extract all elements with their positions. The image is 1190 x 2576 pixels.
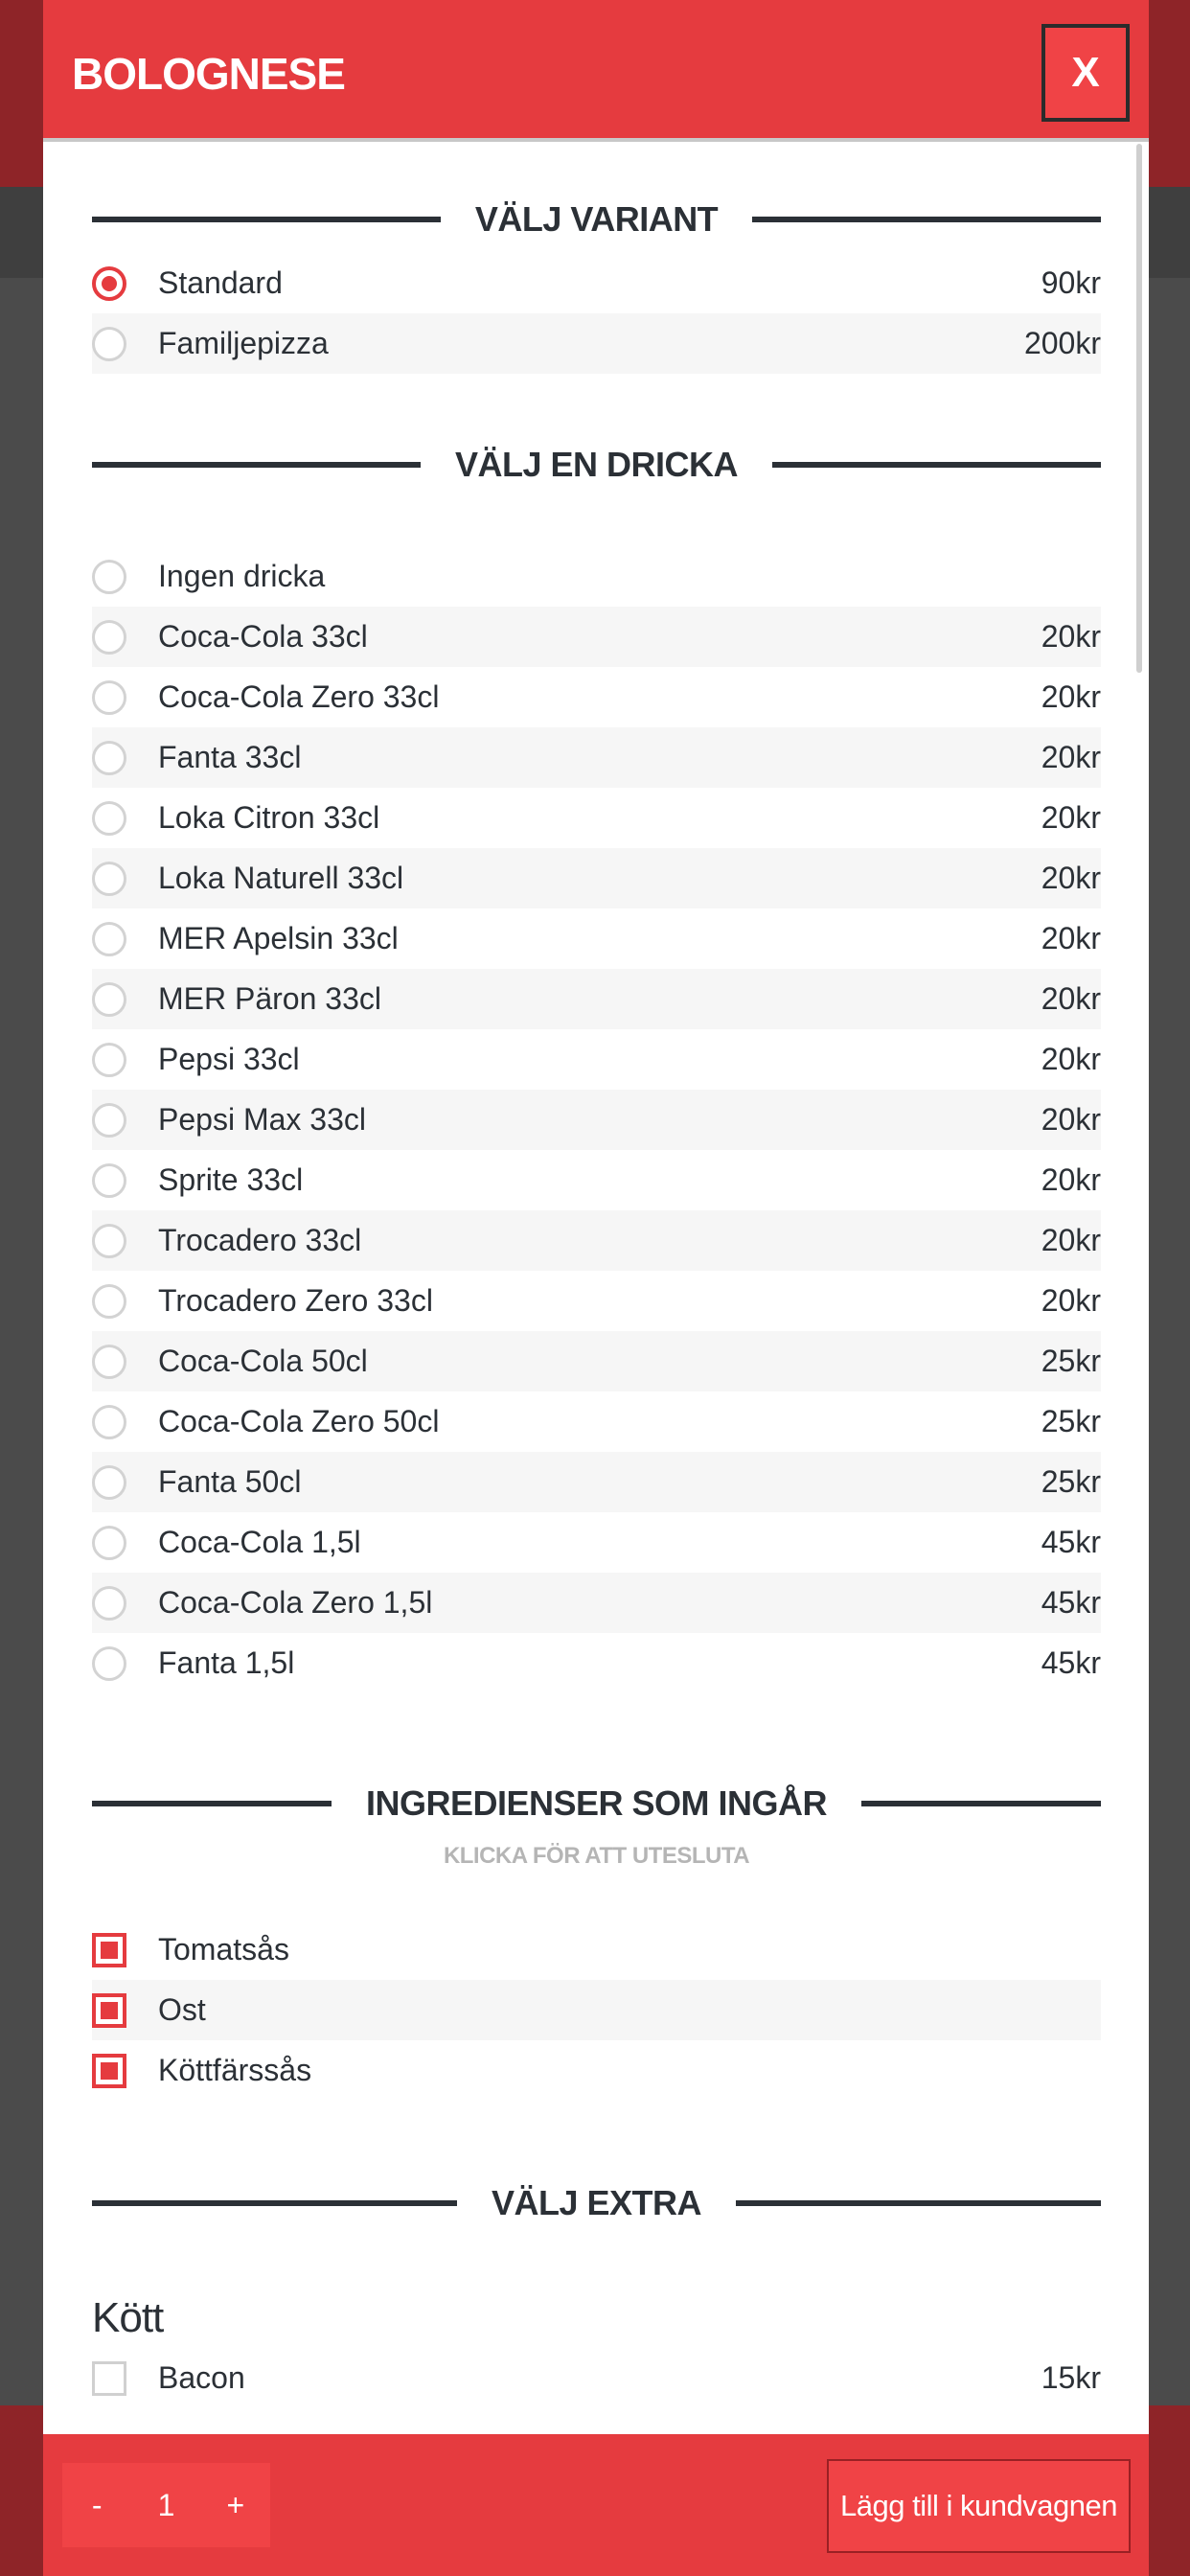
extra-label: Bacon — [158, 2360, 245, 2395]
drink-price: 20kr — [1041, 800, 1101, 835]
radio-icon[interactable] — [92, 1103, 126, 1138]
drink-label: Ingen dricka — [158, 559, 326, 593]
increase-button[interactable]: + — [226, 2487, 245, 2522]
radio-selected-icon[interactable] — [92, 266, 126, 301]
radio-icon[interactable] — [92, 1163, 126, 1198]
drink-price: 20kr — [1041, 981, 1101, 1016]
ingredient-label: Tomatsås — [158, 1932, 289, 1966]
drink-label: Trocadero 33cl — [158, 1223, 362, 1257]
drink-label: Pepsi Max 33cl — [158, 1102, 366, 1137]
radio-icon[interactable] — [92, 982, 126, 1017]
drink-heading — [92, 431, 1101, 498]
drink-label: Sprite 33cl — [158, 1162, 304, 1197]
drink-price: 20kr — [1041, 1102, 1101, 1137]
drink-price: 25kr — [1041, 1404, 1101, 1438]
drink-price: 20kr — [1041, 619, 1101, 654]
decrease-button[interactable]: - — [91, 2487, 103, 2522]
drink-label: Coca-Cola Zero 1,5l — [158, 1585, 433, 1620]
drink-option[interactable] — [92, 1090, 1101, 1150]
drink-label: Pepsi 33cl — [158, 1042, 300, 1076]
radio-icon[interactable] — [92, 801, 126, 836]
scrollbar-thumb[interactable] — [1136, 144, 1142, 673]
drink-label: MER Apelsin 33cl — [158, 921, 399, 955]
modal-footer — [43, 2434, 1149, 2576]
drink-price: 45kr — [1041, 1525, 1101, 1559]
drink-price: 20kr — [1041, 921, 1101, 955]
variant-price: 90kr — [1041, 265, 1101, 300]
drink-label: Coca-Cola Zero 33cl — [158, 679, 440, 714]
radio-icon[interactable] — [92, 1646, 126, 1681]
drink-option[interactable] — [92, 848, 1101, 908]
drink-price: 20kr — [1041, 1283, 1101, 1318]
drink-price: 20kr — [1041, 861, 1101, 895]
radio-icon[interactable] — [92, 1586, 126, 1621]
modal-header — [43, 0, 1149, 142]
variant-option-standard[interactable] — [92, 253, 1101, 313]
drink-option[interactable] — [92, 1331, 1101, 1392]
ingredients-note: KLICKA FÖR ATT UTESLUTA — [443, 1843, 750, 1869]
drink-option[interactable] — [92, 1512, 1101, 1573]
extra-price: 15kr — [1041, 2360, 1101, 2395]
radio-icon[interactable] — [92, 560, 126, 594]
drink-option[interactable] — [92, 1150, 1101, 1210]
drink-option[interactable] — [92, 667, 1101, 727]
drink-price: 20kr — [1041, 1042, 1101, 1076]
ingredients-heading-text: INGREDIENSER SOM INGÅR — [365, 1783, 828, 1823]
ingredients-heading — [92, 1770, 1101, 1837]
drink-price: 25kr — [1041, 1464, 1101, 1499]
drink-option[interactable] — [92, 1452, 1101, 1512]
drink-price: 20kr — [1041, 1223, 1101, 1257]
radio-icon[interactable] — [92, 1526, 126, 1560]
radio-icon[interactable] — [92, 620, 126, 655]
drink-price: 20kr — [1041, 1162, 1101, 1197]
variant-price: 200kr — [1023, 326, 1101, 360]
checkbox-checked-icon[interactable] — [92, 1933, 126, 1967]
drink-label: Coca-Cola 1,5l — [158, 1525, 361, 1559]
drink-option[interactable] — [92, 1271, 1101, 1331]
radio-icon[interactable] — [92, 1224, 126, 1258]
ingredient-item[interactable] — [92, 2040, 1101, 2101]
variant-option-familjepizza[interactable] — [92, 313, 1101, 374]
drink-price: 45kr — [1041, 1585, 1101, 1620]
modal-content — [92, 144, 1101, 2408]
radio-icon[interactable] — [92, 1345, 126, 1379]
close-button[interactable]: X — [1041, 24, 1130, 122]
drink-option[interactable] — [92, 1392, 1101, 1452]
drink-option[interactable] — [92, 727, 1101, 788]
drink-price: 25kr — [1041, 1344, 1101, 1378]
radio-icon[interactable] — [92, 327, 126, 361]
drink-label: Trocadero Zero 33cl — [158, 1283, 433, 1318]
radio-icon[interactable] — [92, 680, 126, 715]
drink-label: Fanta 33cl — [158, 740, 302, 774]
drink-price: 20kr — [1041, 679, 1101, 714]
variant-heading-text: VÄLJ VARIANT — [474, 199, 719, 239]
checkbox-icon[interactable] — [92, 2361, 126, 2396]
drink-label: Coca-Cola Zero 50cl — [158, 1404, 440, 1438]
drink-label: Loka Citron 33cl — [158, 800, 380, 835]
radio-icon[interactable] — [92, 1284, 126, 1319]
radio-icon[interactable] — [92, 862, 126, 896]
ingredient-label: Köttfärssås — [158, 2053, 312, 2087]
drink-option[interactable] — [92, 1029, 1101, 1090]
variant-label: Familjepizza — [158, 326, 329, 360]
variant-label: Standard — [158, 265, 283, 300]
add-to-cart-button[interactable]: Lägg till i kundvagnen — [827, 2459, 1131, 2553]
extra-heading — [92, 2170, 1101, 2237]
drink-option[interactable] — [92, 1210, 1101, 1271]
radio-icon[interactable] — [92, 1043, 126, 1077]
drink-list — [92, 546, 1101, 1693]
drink-price: 20kr — [1041, 740, 1101, 774]
radio-icon[interactable] — [92, 741, 126, 775]
radio-icon[interactable] — [92, 1465, 126, 1500]
drink-option[interactable] — [92, 546, 1101, 607]
drink-option[interactable] — [92, 788, 1101, 848]
radio-icon[interactable] — [92, 922, 126, 956]
drink-option[interactable] — [92, 1633, 1101, 1693]
drink-option[interactable] — [92, 969, 1101, 1029]
ingredient-item[interactable] — [92, 1920, 1101, 1980]
drink-price: 45kr — [1041, 1645, 1101, 1680]
modal-title: BOLOGNESE — [72, 49, 345, 99]
quantity-stepper — [62, 2463, 270, 2547]
drink-label: Coca-Cola 33cl — [158, 619, 368, 654]
checkbox-checked-icon[interactable] — [92, 1993, 126, 2028]
checkbox-checked-icon[interactable] — [92, 2054, 126, 2088]
extra-item[interactable] — [92, 2348, 1101, 2408]
quantity-value: 1 — [157, 2487, 175, 2522]
drink-option[interactable] — [92, 1573, 1101, 1633]
product-modal — [43, 0, 1149, 2576]
extra-group-title: Kött — [92, 2294, 164, 2341]
extra-heading-text: VÄLJ EXTRA — [491, 2183, 702, 2222]
drink-label: Loka Naturell 33cl — [158, 861, 404, 895]
drink-label: Coca-Cola 50cl — [158, 1344, 368, 1378]
drink-heading-text: VÄLJ EN DRICKA — [454, 445, 739, 484]
ingredient-label: Ost — [158, 1992, 206, 2027]
drink-label: Fanta 50cl — [158, 1464, 302, 1499]
drink-option[interactable] — [92, 607, 1101, 667]
drink-label: Fanta 1,5l — [158, 1645, 295, 1680]
variant-heading — [92, 186, 1101, 253]
drink-option[interactable] — [92, 908, 1101, 969]
ingredient-item[interactable] — [92, 1980, 1101, 2040]
drink-label: MER Päron 33cl — [158, 981, 381, 1016]
radio-icon[interactable] — [92, 1405, 126, 1439]
